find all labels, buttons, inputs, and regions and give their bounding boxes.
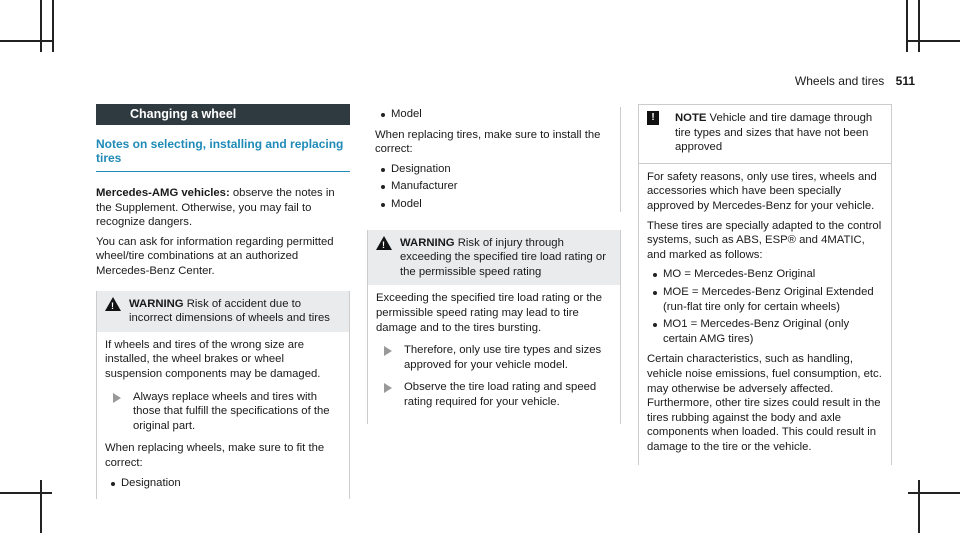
crop-mark [906, 0, 908, 52]
arrow-icon [384, 383, 392, 393]
page-header [795, 74, 915, 88]
column-2 [367, 104, 621, 424]
step-item [376, 380, 612, 409]
list-item-text: Model [391, 197, 422, 210]
warning-after: When replacing wheels, make sure to fit the correct: [105, 442, 325, 469]
crop-mark [40, 480, 42, 533]
list-item-text: Model [391, 108, 422, 120]
list-item [647, 317, 883, 346]
crop-mark [0, 492, 52, 494]
crop-mark [40, 0, 42, 52]
note-header [639, 105, 891, 164]
warning-label: WARNING [400, 236, 455, 249]
step-text: Therefore, only use tire types and sizes approved for your vehicle model. [404, 344, 602, 371]
warning-text: If wheels and tires of the wrong size are installed, the wheel brakes or wheel suspension components may be damaged. [105, 338, 321, 380]
crop-mark [908, 492, 960, 494]
amg-text: observe the notes in the Supplement. Otherwise, you may fail to recognize dangers. [96, 187, 335, 229]
note-label: NOTE [675, 112, 707, 124]
paragraph: Certain characteristics, such as handling, vehicle noise emissions, fuel consumption, etc. may otherwise be adversely affected. Furthermore, other tire sizes could result in the tires rubbing against the body and axle components when loaded. This could result in damage to the tire or the vehicle. [647, 353, 882, 453]
paragraph: When replacing tires, make sure to install the correct: [375, 128, 601, 156]
amg-lead: Mercedes-AMG vehicles: [96, 187, 230, 199]
crop-mark [0, 40, 52, 42]
note-title: Vehicle and tire damage through tire types and sizes that have not been approved [675, 112, 873, 154]
warning-box [367, 230, 621, 424]
list-item [375, 197, 612, 212]
step-item [105, 390, 341, 434]
step-item [376, 343, 612, 372]
warning-box [96, 291, 350, 500]
crop-mark [918, 480, 920, 533]
list-item-text: MO1 = Mercedes-Benz Original (only certain AMG tires) [663, 318, 850, 345]
list-item [375, 179, 612, 194]
warning-icon [376, 236, 392, 250]
warning-header [97, 291, 349, 332]
column-3 [638, 104, 892, 465]
warning-title: Risk of injury through exceeding the specified tire load rating or the permissible speed rating [400, 236, 606, 278]
list-item-text: MOE = Mercedes-Benz Original Extended (run-flat tire only for certain wheels) [663, 285, 874, 313]
crop-mark [908, 40, 960, 42]
list-item [375, 162, 612, 177]
bullet-icon [381, 113, 385, 117]
step-text: Always replace wheels and tires with those that fulfill the specifications of the original part. [133, 390, 330, 432]
list-item-text: Designation [391, 162, 451, 175]
list-item-text: Designation [121, 476, 181, 489]
list-item [105, 476, 341, 491]
arrow-icon [113, 393, 121, 403]
step-text: Observe the tire load rating and speed rating required for your vehicle. [404, 381, 597, 408]
section-heading: Changing a wheel [96, 104, 350, 125]
header-title: Wheels and tires [794, 74, 885, 88]
bullet-icon [381, 168, 385, 172]
warning-label: WARNING [129, 297, 184, 310]
paragraph: These tires are specially adapted to the control systems, such as ABS, ESP® and 4MATIC, and marked as follows: [647, 219, 882, 261]
note-body [639, 164, 891, 466]
warning-text: Exceeding the specified tire load rating or the permissible speed rating may lead to tire damage and to the tires bursting. [376, 292, 603, 334]
column-1 [96, 104, 350, 499]
list-item [647, 285, 883, 314]
list-item [375, 107, 612, 122]
continued-box [367, 107, 621, 212]
list-item-text: MO = Mercedes-Benz Original [663, 268, 816, 281]
bullet-icon [653, 291, 657, 295]
bullet-icon [653, 323, 657, 327]
subheading: Notes on selecting, installing and replacing tires [96, 137, 350, 172]
list-item-text: Manufacturer [391, 180, 458, 193]
bullet-icon [111, 482, 115, 486]
arrow-icon [384, 346, 392, 356]
warning-body [97, 332, 349, 499]
warning-title: Risk of accident due to incorrect dimensions of wheels and tires [129, 297, 330, 325]
page-number: 511 [895, 74, 915, 88]
crop-mark [52, 0, 54, 52]
warning-header [368, 230, 620, 286]
paragraph: You can ask for information regarding permitted wheel/tire combinations at an authorized Mercedes-Benz Center. [96, 235, 334, 277]
paragraph: For safety reasons, only use tires, wheels and accessories which have been specially approved by Mercedes-Benz for your vehicle. [647, 170, 877, 212]
list-item [647, 267, 883, 282]
info-icon: ! [647, 111, 659, 125]
bullet-icon [381, 203, 385, 207]
warning-icon [105, 297, 121, 311]
bullet-icon [381, 185, 385, 189]
warning-body [368, 285, 620, 423]
bullet-icon [653, 273, 657, 277]
note-box [638, 104, 892, 465]
crop-mark [918, 0, 920, 52]
